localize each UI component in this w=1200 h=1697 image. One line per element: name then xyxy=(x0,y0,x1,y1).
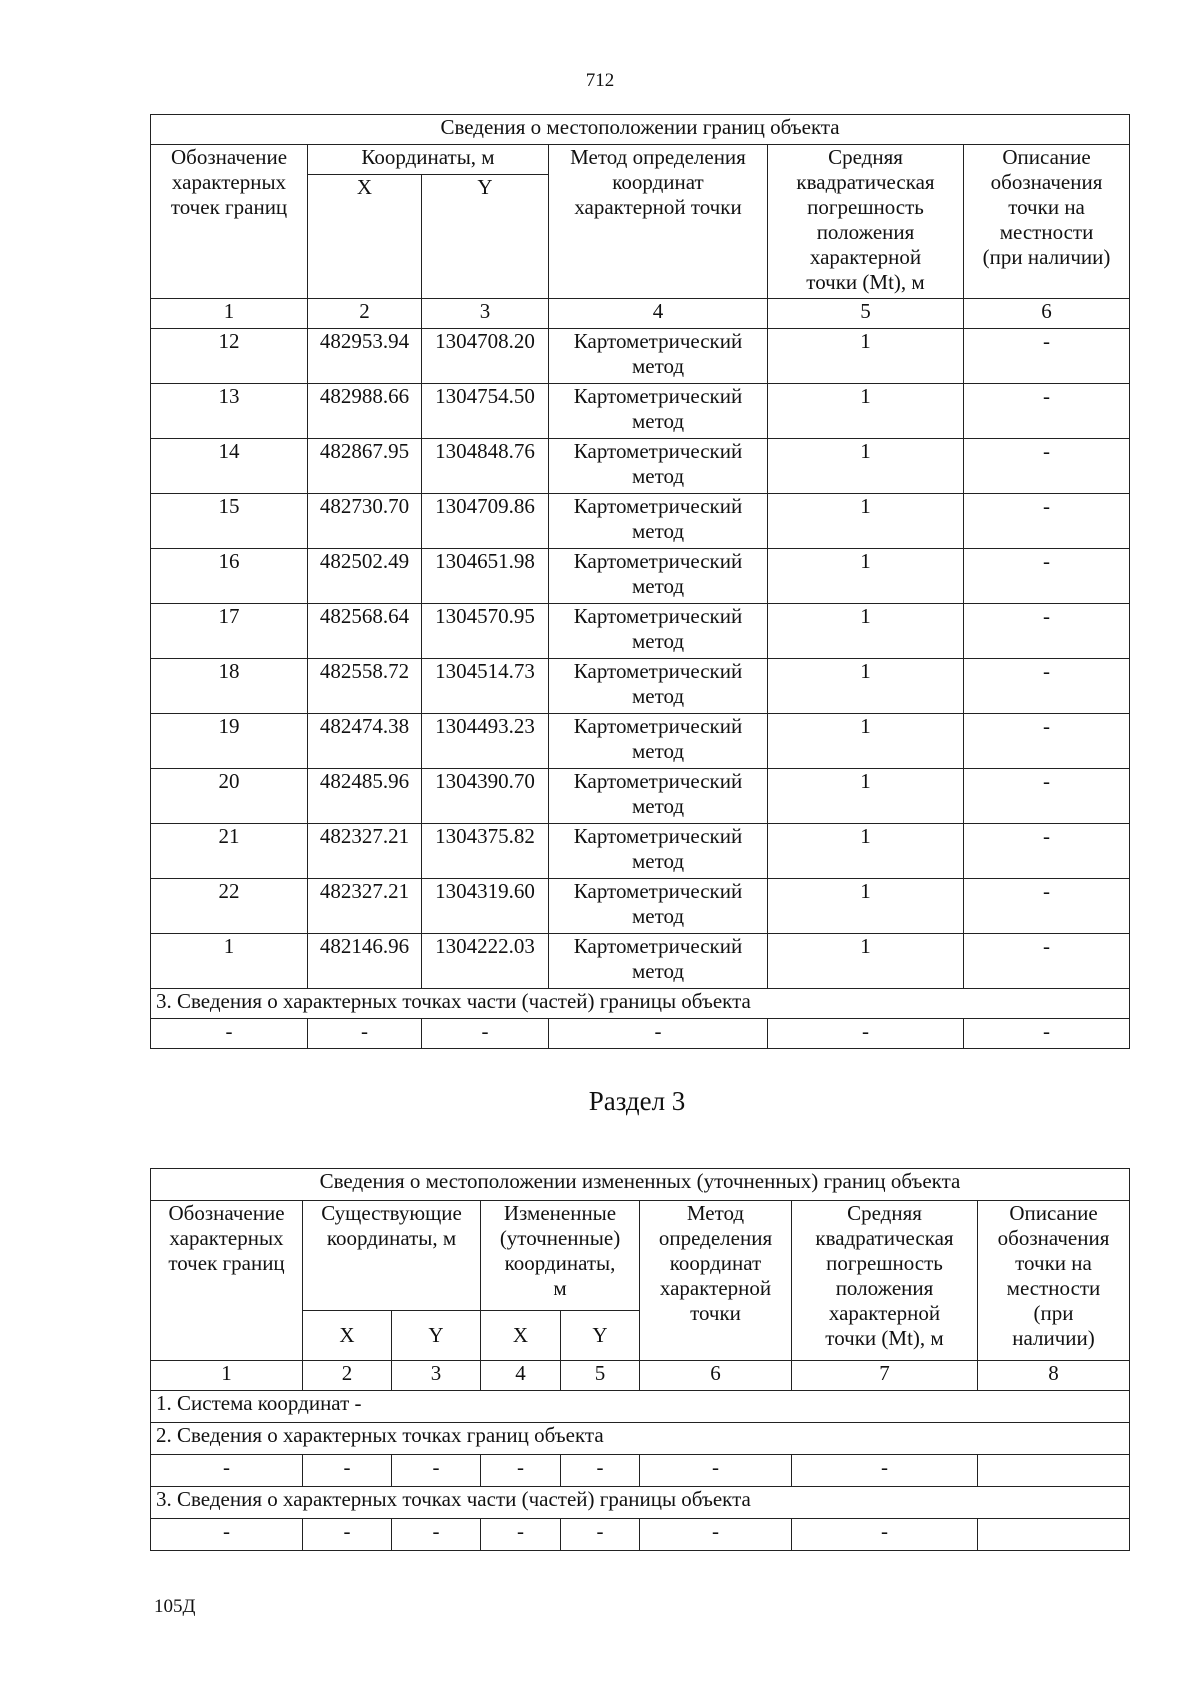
description: - xyxy=(964,659,1130,714)
coordinate-y: 1304390.70 xyxy=(422,769,549,824)
method: Картометрический метод xyxy=(549,604,768,659)
table-row xyxy=(151,714,1130,769)
description: - xyxy=(964,494,1130,549)
parts-row: - - - - - - - xyxy=(151,1519,1130,1551)
point-number: 22 xyxy=(151,879,308,934)
coordinate-y: 1304709.86 xyxy=(422,494,549,549)
point-number: 15 xyxy=(151,494,308,549)
table-title: Сведения о местоположении измененных (уточненных) границ объекта xyxy=(151,1169,1130,1201)
method: Картометрический метод xyxy=(549,329,768,384)
description: - xyxy=(964,879,1130,934)
points-row: - - - - - - - xyxy=(151,1455,1130,1487)
mean-error: 1 xyxy=(768,934,964,989)
coordinate-y: 1304375.82 xyxy=(422,824,549,879)
coordinate-y: 1304651.98 xyxy=(422,549,549,604)
method: Картометрический метод xyxy=(549,439,768,494)
header-existing-x: X xyxy=(303,1311,392,1361)
coordinate-y: 1304708.20 xyxy=(422,329,549,384)
mean-error: 1 xyxy=(768,769,964,824)
header-y: Y xyxy=(422,175,549,299)
header-error: Средняя квадратическая погрешность положения характерной точки (Mt), м xyxy=(768,145,964,299)
mean-error: 1 xyxy=(768,439,964,494)
mean-error: 1 xyxy=(768,549,964,604)
mean-error: 1 xyxy=(768,659,964,714)
coordinate-y: 1304570.95 xyxy=(422,604,549,659)
column-numbers-row: 1 2 3 4 5 6 7 8 xyxy=(151,1361,1130,1391)
mean-error: 1 xyxy=(768,494,964,549)
coordinate-x: 482327.21 xyxy=(308,824,422,879)
mean-error: 1 xyxy=(768,384,964,439)
coordinate-y: 1304493.23 xyxy=(422,714,549,769)
method: Картометрический метод xyxy=(549,769,768,824)
point-number: 1 xyxy=(151,934,308,989)
coordinate-x: 482568.64 xyxy=(308,604,422,659)
changed-boundary-table xyxy=(150,1168,1130,1551)
coordinate-x: 482327.21 xyxy=(308,879,422,934)
table-row xyxy=(151,659,1130,714)
description: - xyxy=(964,549,1130,604)
mean-error: 1 xyxy=(768,604,964,659)
points-section-heading: 2. Сведения о характерных точках границ объекта xyxy=(151,1423,1130,1455)
mean-error: 1 xyxy=(768,714,964,769)
mean-error: 1 xyxy=(768,879,964,934)
coordinate-x: 482146.96 xyxy=(308,934,422,989)
parts-row: - - - - - - xyxy=(151,1019,1130,1049)
boundary-table xyxy=(150,114,1130,1049)
point-number: 13 xyxy=(151,384,308,439)
header-point-designation: Обозначение характерных точек границ xyxy=(151,145,308,299)
header-method: Метод определения координат характерной точки xyxy=(640,1201,792,1361)
coordinate-system-heading: 1. Система координат - xyxy=(151,1391,1130,1423)
table-row xyxy=(151,824,1130,879)
page-number: 712 xyxy=(585,70,615,91)
point-number: 18 xyxy=(151,659,308,714)
description: - xyxy=(964,384,1130,439)
table-row xyxy=(151,384,1130,439)
header-method: Метод определения координат характерной точки xyxy=(549,145,768,299)
coordinate-y: 1304754.50 xyxy=(422,384,549,439)
parts-section-heading: 3. Сведения о характерных точках части (частей) границы объекта xyxy=(151,1487,1130,1519)
coordinate-y: 1304514.73 xyxy=(422,659,549,714)
method: Картометрический метод xyxy=(549,549,768,604)
point-number: 17 xyxy=(151,604,308,659)
header-description: Описание обозначения точки на местности (при наличии) xyxy=(978,1201,1130,1361)
description: - xyxy=(964,934,1130,989)
header-error: Средняя квадратическая погрешность положения характерной точки (Mt), м xyxy=(792,1201,978,1361)
coordinate-y: 1304222.03 xyxy=(422,934,549,989)
header-description: Описание обозначения точки на местности (при наличии) xyxy=(964,145,1130,299)
description: - xyxy=(964,439,1130,494)
table-row xyxy=(151,769,1130,824)
mean-error: 1 xyxy=(768,329,964,384)
method: Картометрический метод xyxy=(549,384,768,439)
table-row xyxy=(151,439,1130,494)
header-coordinates: Координаты, м xyxy=(308,145,549,175)
point-number: 19 xyxy=(151,714,308,769)
table-row xyxy=(151,329,1130,384)
header-changed-coordinates: Измененные (уточненные) координаты, м xyxy=(481,1201,640,1311)
point-number: 12 xyxy=(151,329,308,384)
coordinate-x: 482485.96 xyxy=(308,769,422,824)
point-number: 20 xyxy=(151,769,308,824)
description: - xyxy=(964,329,1130,384)
coordinate-x: 482953.94 xyxy=(308,329,422,384)
table-row xyxy=(151,494,1130,549)
column-numbers-row: 1 2 3 4 5 6 xyxy=(151,299,1130,329)
table-title: Сведения о местоположении границ объекта xyxy=(151,115,1130,145)
header-changed-x: X xyxy=(481,1311,561,1361)
header-changed-y: Y xyxy=(561,1311,640,1361)
table-row xyxy=(151,879,1130,934)
coordinate-x: 482502.49 xyxy=(308,549,422,604)
coordinate-x: 482988.66 xyxy=(308,384,422,439)
method: Картометрический метод xyxy=(549,714,768,769)
header-point-designation: Обозначение характерных точек границ xyxy=(151,1201,303,1361)
coordinate-y: 1304848.76 xyxy=(422,439,549,494)
section-title: Раздел 3 xyxy=(588,1086,686,1116)
mean-error: 1 xyxy=(768,824,964,879)
header-existing-coordinates: Существующие координаты, м xyxy=(303,1201,481,1311)
method: Картометрический метод xyxy=(549,879,768,934)
point-number: 21 xyxy=(151,824,308,879)
table-row xyxy=(151,604,1130,659)
description: - xyxy=(964,769,1130,824)
method: Картометрический метод xyxy=(549,934,768,989)
description: - xyxy=(964,604,1130,659)
coordinate-x: 482730.70 xyxy=(308,494,422,549)
parts-section-heading: 3. Сведения о характерных точках части (частей) границы объекта xyxy=(151,989,1130,1019)
method: Картометрический метод xyxy=(549,824,768,879)
table-row xyxy=(151,934,1130,989)
document-code: 105Д xyxy=(154,1596,196,1617)
description: - xyxy=(964,714,1130,769)
coordinate-x: 482867.95 xyxy=(308,439,422,494)
point-number: 16 xyxy=(151,549,308,604)
coordinate-x: 482558.72 xyxy=(308,659,422,714)
header-x: X xyxy=(308,175,422,299)
description: - xyxy=(964,824,1130,879)
header-existing-y: Y xyxy=(392,1311,481,1361)
method: Картометрический метод xyxy=(549,659,768,714)
table-row xyxy=(151,549,1130,604)
coordinate-x: 482474.38 xyxy=(308,714,422,769)
method: Картометрический метод xyxy=(549,494,768,549)
point-number: 14 xyxy=(151,439,308,494)
coordinate-y: 1304319.60 xyxy=(422,879,549,934)
